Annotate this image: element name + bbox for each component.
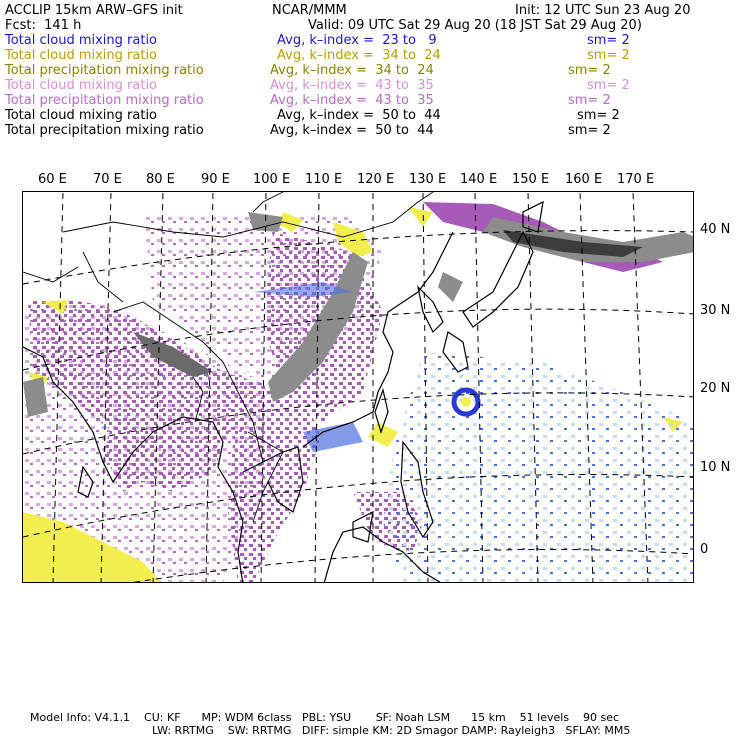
field-k-index: Avg, k–index = 43 to 35 <box>270 78 434 93</box>
footer-model-info: Model Info: V4.1.1 CU: KF MP: WDM 6class PBL: YSU SF: Noah LSM 15 km 51 levels 90 sec <box>30 711 620 724</box>
forecast-hour: Fcst: 141 h <box>5 18 82 33</box>
latitude-label: 20 N <box>700 381 731 396</box>
field-row <box>5 48 735 63</box>
longitude-label: 120 E <box>357 172 395 187</box>
field-k-index: Avg, k–index = 50 to 44 <box>270 123 434 138</box>
latitude-label: 30 N <box>700 303 731 318</box>
field-k-index: Avg, k–index = 34 to 24 <box>277 48 441 63</box>
longitude-label: 130 E <box>409 172 447 187</box>
field-k-index: Avg, k–index = 34 to 24 <box>270 63 434 78</box>
footer-physics-info: LW: RRTMG SW: RRTMG DIFF: simple KM: 2D Smagor DAMP: Rayleigh3 SFLAY: MM5 <box>152 724 631 737</box>
field-row <box>5 33 735 48</box>
field-row <box>5 63 735 78</box>
longitude-label: 170 E <box>617 172 655 187</box>
field-row <box>5 108 735 123</box>
field-label: Total cloud mixing ratio <box>5 108 158 123</box>
longitude-label: 140 E <box>460 172 498 187</box>
longitude-label: 150 E <box>512 172 550 187</box>
field-label: Total cloud mixing ratio <box>5 78 158 93</box>
model-title: ACCLIP 15km ARW–GFS init <box>5 3 183 18</box>
field-label: Total cloud mixing ratio <box>5 33 158 48</box>
field-k-index: Avg, k–index = 23 to 9 <box>277 33 437 48</box>
field-k-index: Avg, k–index = 43 to 35 <box>270 93 434 108</box>
field-label: Total precipitation mixing ratio <box>5 63 204 78</box>
field-smoothing: sm= 2 <box>587 48 630 63</box>
longitude-label: 90 E <box>201 172 230 187</box>
latitude-label: 10 N <box>700 460 731 475</box>
longitude-label: 80 E <box>146 172 175 187</box>
field-row <box>5 123 735 138</box>
field-label: Total precipitation mixing ratio <box>5 93 204 108</box>
field-smoothing: sm= 2 <box>587 78 630 93</box>
weather-map <box>22 191 694 583</box>
field-label: Total cloud mixing ratio <box>5 48 158 63</box>
field-row <box>5 78 735 93</box>
field-smoothing: sm= 2 <box>587 33 630 48</box>
longitude-label: 160 E <box>565 172 603 187</box>
longitude-label: 60 E <box>38 172 67 187</box>
longitude-label: 110 E <box>305 172 343 187</box>
latitude-label: 0 <box>700 542 709 557</box>
init-time: Init: 12 UTC Sun 23 Aug 20 <box>515 3 691 18</box>
center-label: NCAR/MMM <box>272 3 347 18</box>
valid-time: Valid: 09 UTC Sat 29 Aug 20 (18 JST Sat 29 Aug 20) <box>308 18 642 33</box>
field-row <box>5 93 735 108</box>
longitude-label: 100 E <box>253 172 291 187</box>
field-label: Total precipitation mixing ratio <box>5 123 204 138</box>
latitude-label: 40 N <box>700 222 731 237</box>
longitude-label: 70 E <box>93 172 122 187</box>
field-smoothing: sm= 2 <box>577 108 620 123</box>
field-smoothing: sm= 2 <box>568 63 611 78</box>
field-smoothing: sm= 2 <box>568 123 611 138</box>
field-smoothing: sm= 2 <box>568 93 611 108</box>
field-k-index: Avg, k–index = 50 to 44 <box>277 108 441 123</box>
